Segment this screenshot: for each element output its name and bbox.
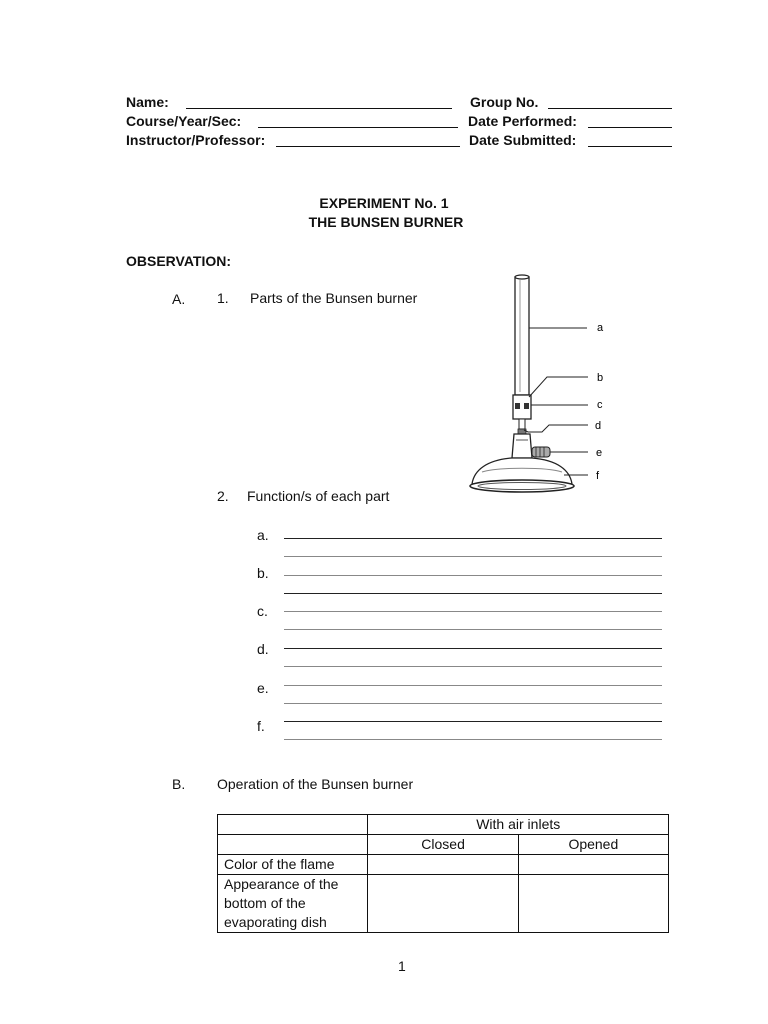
course-label: Course/Year/Sec: (126, 113, 242, 129)
col-opened-header: Opened (518, 835, 668, 855)
answer-letter-d: d. (257, 641, 269, 657)
answer-letter-f: f. (257, 718, 265, 734)
item2-text: Function/s of each part (247, 488, 390, 504)
row-appearance-line3: evaporating dish (224, 914, 327, 930)
answer-line-d1[interactable] (284, 648, 662, 649)
item1-number: 1. (217, 290, 229, 306)
cell-color-closed[interactable] (368, 855, 518, 875)
cell-color-opened[interactable] (518, 855, 668, 875)
course-field[interactable] (258, 127, 458, 128)
row-color-label: Color of the flame (218, 855, 368, 875)
table-corner-cell-2 (218, 835, 368, 855)
figure-label-b: b (597, 372, 604, 384)
row-appearance-line2: bottom of the (224, 895, 306, 911)
figure-label-a: a (597, 322, 604, 334)
answer-line-e1[interactable] (284, 685, 662, 686)
row-appearance-line1: Appearance of the (224, 876, 339, 892)
figure-label-c: c (597, 399, 603, 411)
section-a-letter: A. (172, 291, 186, 307)
answer-line-a1[interactable] (284, 538, 662, 539)
cell-appearance-closed[interactable] (368, 875, 518, 933)
date-performed-field[interactable] (588, 127, 672, 128)
section-b-text: Operation of the Bunsen burner (217, 776, 414, 792)
answer-letter-c: c. (257, 603, 268, 619)
answer-line-c2[interactable] (284, 629, 662, 630)
answer-letter-a: a. (257, 527, 269, 543)
figure-label-f: f (596, 470, 600, 482)
section-b-letter: B. (172, 776, 186, 792)
answer-line-d2[interactable] (284, 666, 662, 667)
name-field[interactable] (186, 108, 452, 109)
answer-line-b2[interactable] (284, 593, 662, 594)
observation-heading: OBSERVATION: (126, 253, 232, 269)
answer-letter-e: e. (257, 680, 269, 696)
answer-letter-b: b. (257, 565, 269, 581)
answer-line-c1[interactable] (284, 611, 662, 612)
answer-line-f1[interactable] (284, 721, 662, 722)
instructor-label: Instructor/Professor: (126, 132, 266, 148)
row-appearance-label (218, 875, 368, 933)
group-field[interactable] (548, 108, 672, 109)
experiment-subtitle: THE BUNSEN BURNER (308, 214, 464, 230)
table-group-header: With air inlets (368, 815, 669, 835)
answer-line-f2[interactable] (284, 739, 662, 740)
table-corner-cell (218, 815, 368, 835)
experiment-title: EXPERIMENT No. 1 (319, 195, 449, 211)
item1-text: Parts of the Bunsen burner (250, 290, 418, 306)
date-submitted-label: Date Submitted: (469, 132, 577, 148)
date-submitted-field[interactable] (588, 146, 672, 147)
col-closed-header: Closed (368, 835, 518, 855)
page-number: 1 (398, 958, 406, 974)
name-label: Name: (126, 94, 169, 110)
operation-table (217, 814, 669, 933)
figure-label-d: d (595, 420, 602, 432)
bunsen-burner-diagram (452, 272, 622, 500)
instructor-field[interactable] (276, 146, 460, 147)
group-label: Group No. (470, 94, 539, 110)
figure-label-e: e (596, 447, 603, 459)
cell-appearance-opened[interactable] (518, 875, 668, 933)
item2-number: 2. (217, 488, 229, 504)
date-performed-label: Date Performed: (468, 113, 577, 129)
answer-line-a2[interactable] (284, 556, 662, 557)
answer-line-e2[interactable] (284, 703, 662, 704)
answer-line-b1[interactable] (284, 575, 662, 576)
